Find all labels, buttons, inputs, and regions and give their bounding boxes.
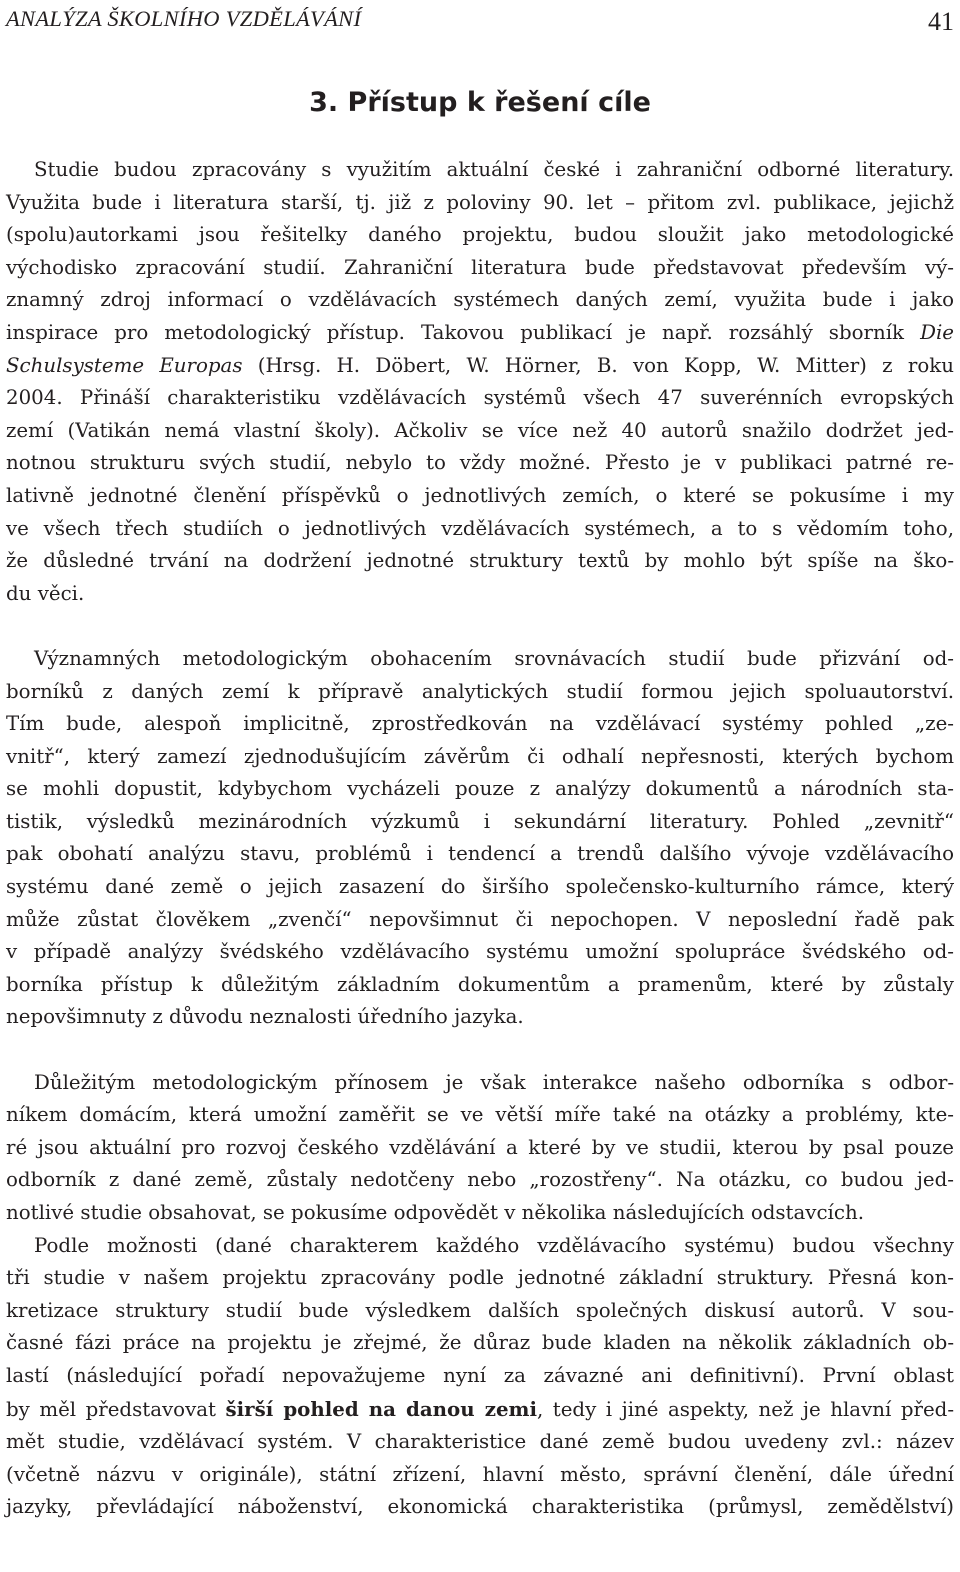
body-text <box>6 154 954 1524</box>
paragraph-2 <box>6 643 954 1034</box>
text-line: nepovšimnuty z důvodu neznalosti úředního jazyka. <box>6 1005 524 1029</box>
text-line: Významných metodologickým obohacením srovnávacích studií bude přizvání od- <box>34 646 954 670</box>
text-run: (Hrsg. H. Döbert, W. Hörner, B. von Kopp, W. Mitter) z roku <box>257 353 954 377</box>
text-line: že důsledné trvání na dodržení jednotné struktury textů by mohlo být spíše na ško- <box>6 549 954 573</box>
italic-title: Die <box>920 320 954 344</box>
paragraph-4 <box>6 1230 954 1524</box>
running-title: ANALÝZA ŠKOLNÍHO VZDĚLÁVÁNÍ <box>6 6 362 31</box>
text-line: tři studie v našem projektu zpracovány podle jednotné základní struktury. Přesná kon- <box>6 1266 954 1290</box>
text-line: 2004. Přináší charakteristiku vzdělávacích systémů všech 47 suverénních evropských <box>6 386 954 410</box>
paragraph-1 <box>6 154 954 610</box>
text-line: pak obohatí analýzu stavu, problémů i tendencí a trendů dalšího vývoje vzdělávacího <box>6 842 954 866</box>
section-heading: 3. Přístup k řešení cíle <box>309 87 651 118</box>
text-line: Využita bude i literatura starší, tj. již z poloviny 90. let – přitom zvl. publikace, jejichž <box>6 190 954 214</box>
text-line <box>6 317 954 350</box>
text-line: borníků z daných zemí k přípravě analytických studií formou jejich spoluautorství. <box>6 679 954 703</box>
page-number: 41 <box>928 7 954 36</box>
text-line: jazyky, převládající náboženství, ekonomická charakteristika (průmysl, zemědělství) <box>6 1495 954 1519</box>
text-line: (spolu)autorkami jsou řešitelky daného projektu, budou sloužit jako metodologické <box>6 223 954 247</box>
text-line: v případě analýzy švédského vzdělávacího systému umožní spolupráce švédského od- <box>6 940 954 964</box>
text-line: východisko zpracování studií. Zahraniční literatura bude představovat především vý- <box>6 255 954 279</box>
text-line: borníka přístup k důležitým základním dokumentům a pramenům, které by zůstaly <box>6 972 954 996</box>
bold-emphasis: širší pohled na danou zemi <box>225 1396 537 1421</box>
paragraph-3 <box>6 1067 954 1230</box>
running-header <box>6 4 954 38</box>
text-line: níkem domácím, která umožní zaměřit se ve větší míře také na otázky a problémy, kte- <box>6 1103 954 1127</box>
text-line: se mohli dopustit, kdybychom vycházeli pouze z analýzy dokumentů a národních sta- <box>6 777 954 801</box>
italic-title: Schulsysteme Europas <box>6 353 243 377</box>
text-line <box>6 350 954 383</box>
text-line: časné fázi práce na projektu je zřejmé, že důraz bude kladen na několik základních ob- <box>6 1331 954 1355</box>
text-line: znamný zdroj informací o vzdělávacích systémech daných zemí, využita bude i jako <box>6 288 954 312</box>
text-run: by měl představovat <box>6 1397 216 1421</box>
text-line: Tím bude, alespoň implicitně, zprostředkován na vzdělávací systémy pohled „ze- <box>6 712 954 736</box>
text-line: tistik, výsledků mezinárodních výzkumů i sekundární literatury. Pohled „zevnitř“ <box>6 809 954 833</box>
text-line: zemí (Vatikán nemá vlastní školy). Ačkoliv se více než 40 autorů snažilo dodržet jed- <box>6 418 954 442</box>
text-run: , tedy i jiné aspekty, než je hlavní před- <box>537 1397 955 1421</box>
text-line: Podle možnosti (dané charakterem každého vzdělávacího systému) budou všechny <box>34 1233 954 1257</box>
text-line: odborník z dané země, zůstaly nedotčeny nebo „rozostřeny“. Na otázku, co budou jed- <box>6 1168 954 1192</box>
text-line: mět studie, vzdělávací systém. V charakteristice dané země budou uvedeny zvl.: název <box>6 1430 954 1454</box>
text-line: kretizace struktury studií bude výsledkem dalších společných diskusí autorů. V sou- <box>6 1298 954 1322</box>
text-run: inspirace pro metodologický přístup. Takovou publikací je např. rozsáhlý sborník <box>6 320 905 344</box>
text-line <box>6 1393 954 1427</box>
text-line: Důležitým metodologickým přínosem je však interakce našeho odborníka s odbor- <box>34 1070 954 1094</box>
text-line: ve všech třech studiích o jednotlivých vzdělávacích systémech, a to s vědomím toho, <box>6 516 954 540</box>
text-line: lastí (následující pořadí nepovažujeme nyní za závazné ani definitivní). První oblast <box>6 1363 954 1387</box>
text-line: může zůstat člověkem „zvenčí“ nepovšimnut či nepochopen. V neposlední řadě pak <box>6 907 954 931</box>
text-line: du věci. <box>6 581 85 605</box>
text-line: (včetně názvu v originále), státní zřízení, hlavní město, správní členění, dále úřední <box>6 1462 954 1486</box>
text-line: vnitř“, který zamezí zjednodušujícím závěrům či odhalí nepřesnosti, kterých bychom <box>6 744 954 768</box>
text-line: notlivé studie obsahovat, se pokusíme odpovědět v několika následujících odstavcích. <box>6 1201 864 1224</box>
text-line: systému dané země o jejich zasazení do širšího společensko-kulturního rámce, který <box>6 875 954 899</box>
text-line: ré jsou aktuální pro rozvoj českého vzdělávání a které by ve studii, kterou by psal pouze <box>6 1135 954 1159</box>
text-line: lativně jednotné členění příspěvků o jednotlivých zemích, o které se pokusíme i my <box>6 483 954 507</box>
text-line: notnou strukturu svých studií, nebylo to vždy možné. Přesto je v publikaci patrné re- <box>6 451 954 475</box>
text-line: Studie budou zpracovány s využitím aktuální české i zahraniční odborné literatury. <box>34 158 954 181</box>
